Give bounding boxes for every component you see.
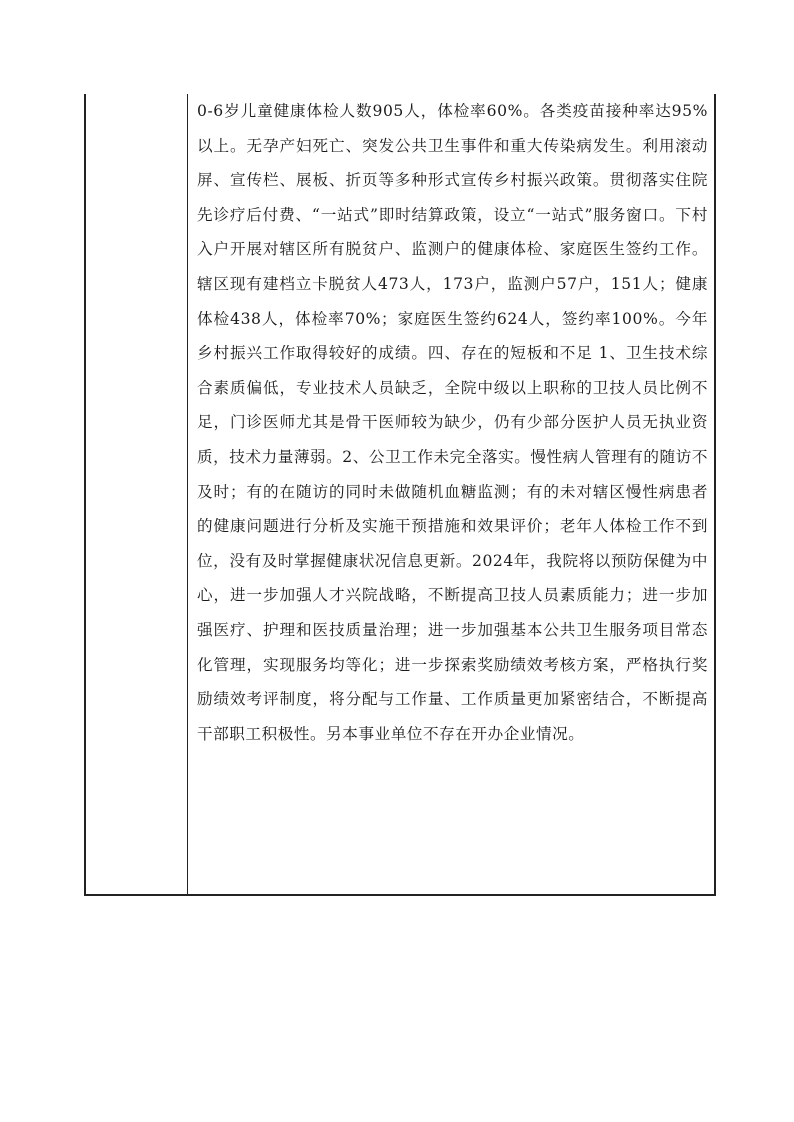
label-cell [86,94,188,894]
report-body-text: 0-6岁儿童健康体检人数905人，体检率60%。各类疫苗接种率达95%以上。无孕产妇死亡、突发公共卫生事件和重大传染病发生。利用滚动屏、宣传栏、展板、折页等多种形式宣传乡村振兴政策。贯彻落实住院先诊疗后付费、“一站式”即时结算政策，设立“一站式”服务窗口。下村入户开展对辖区所有脱贫户、监测户的健康体检、家庭医生签约工作。辖区现有建档立卡脱贫人473人，173户，监测户57户，151人；健康体检438人，体检率70%；家庭医生签约624人，签约率100%。今年乡村振兴工作取得较好的成绩。四、存在的短板和不足 1、卫生技术综合素质偏低，专业技术人员缺乏，全院中级以上职称的卫技人员比例不足，门诊医师尤其是骨干医师较为缺少，仍有少部分医护人员无执业资质，技术力量薄弱。2、公卫工作未完全落实。慢性病人管理有的随访不及时；有的在随访的同时未做随机血糖监测；有的未对辖区慢性病患者的健康问题进行分析及实施干预措施和效果评价；老年人体检工作不到位，没有及时掌握健康状况信息更新。2024年，我院将以预防保健为中心，进一步加强人才兴院战略，不断提高卫技人员素质能力；进一步加强医疗、护理和医技质量治理；进一步加强基本公共卫生服务项目常态化管理，实现服务均等化；进一步探索奖励绩效考核方案，严格执行奖励绩效考评制度，将分配与工作量、工作质量更加紧密结合，不断提高干部职工积极性。另本事业单位不存在开办企业情况。 [197,102,708,743]
report-table [84,94,716,896]
content-cell [188,94,714,894]
